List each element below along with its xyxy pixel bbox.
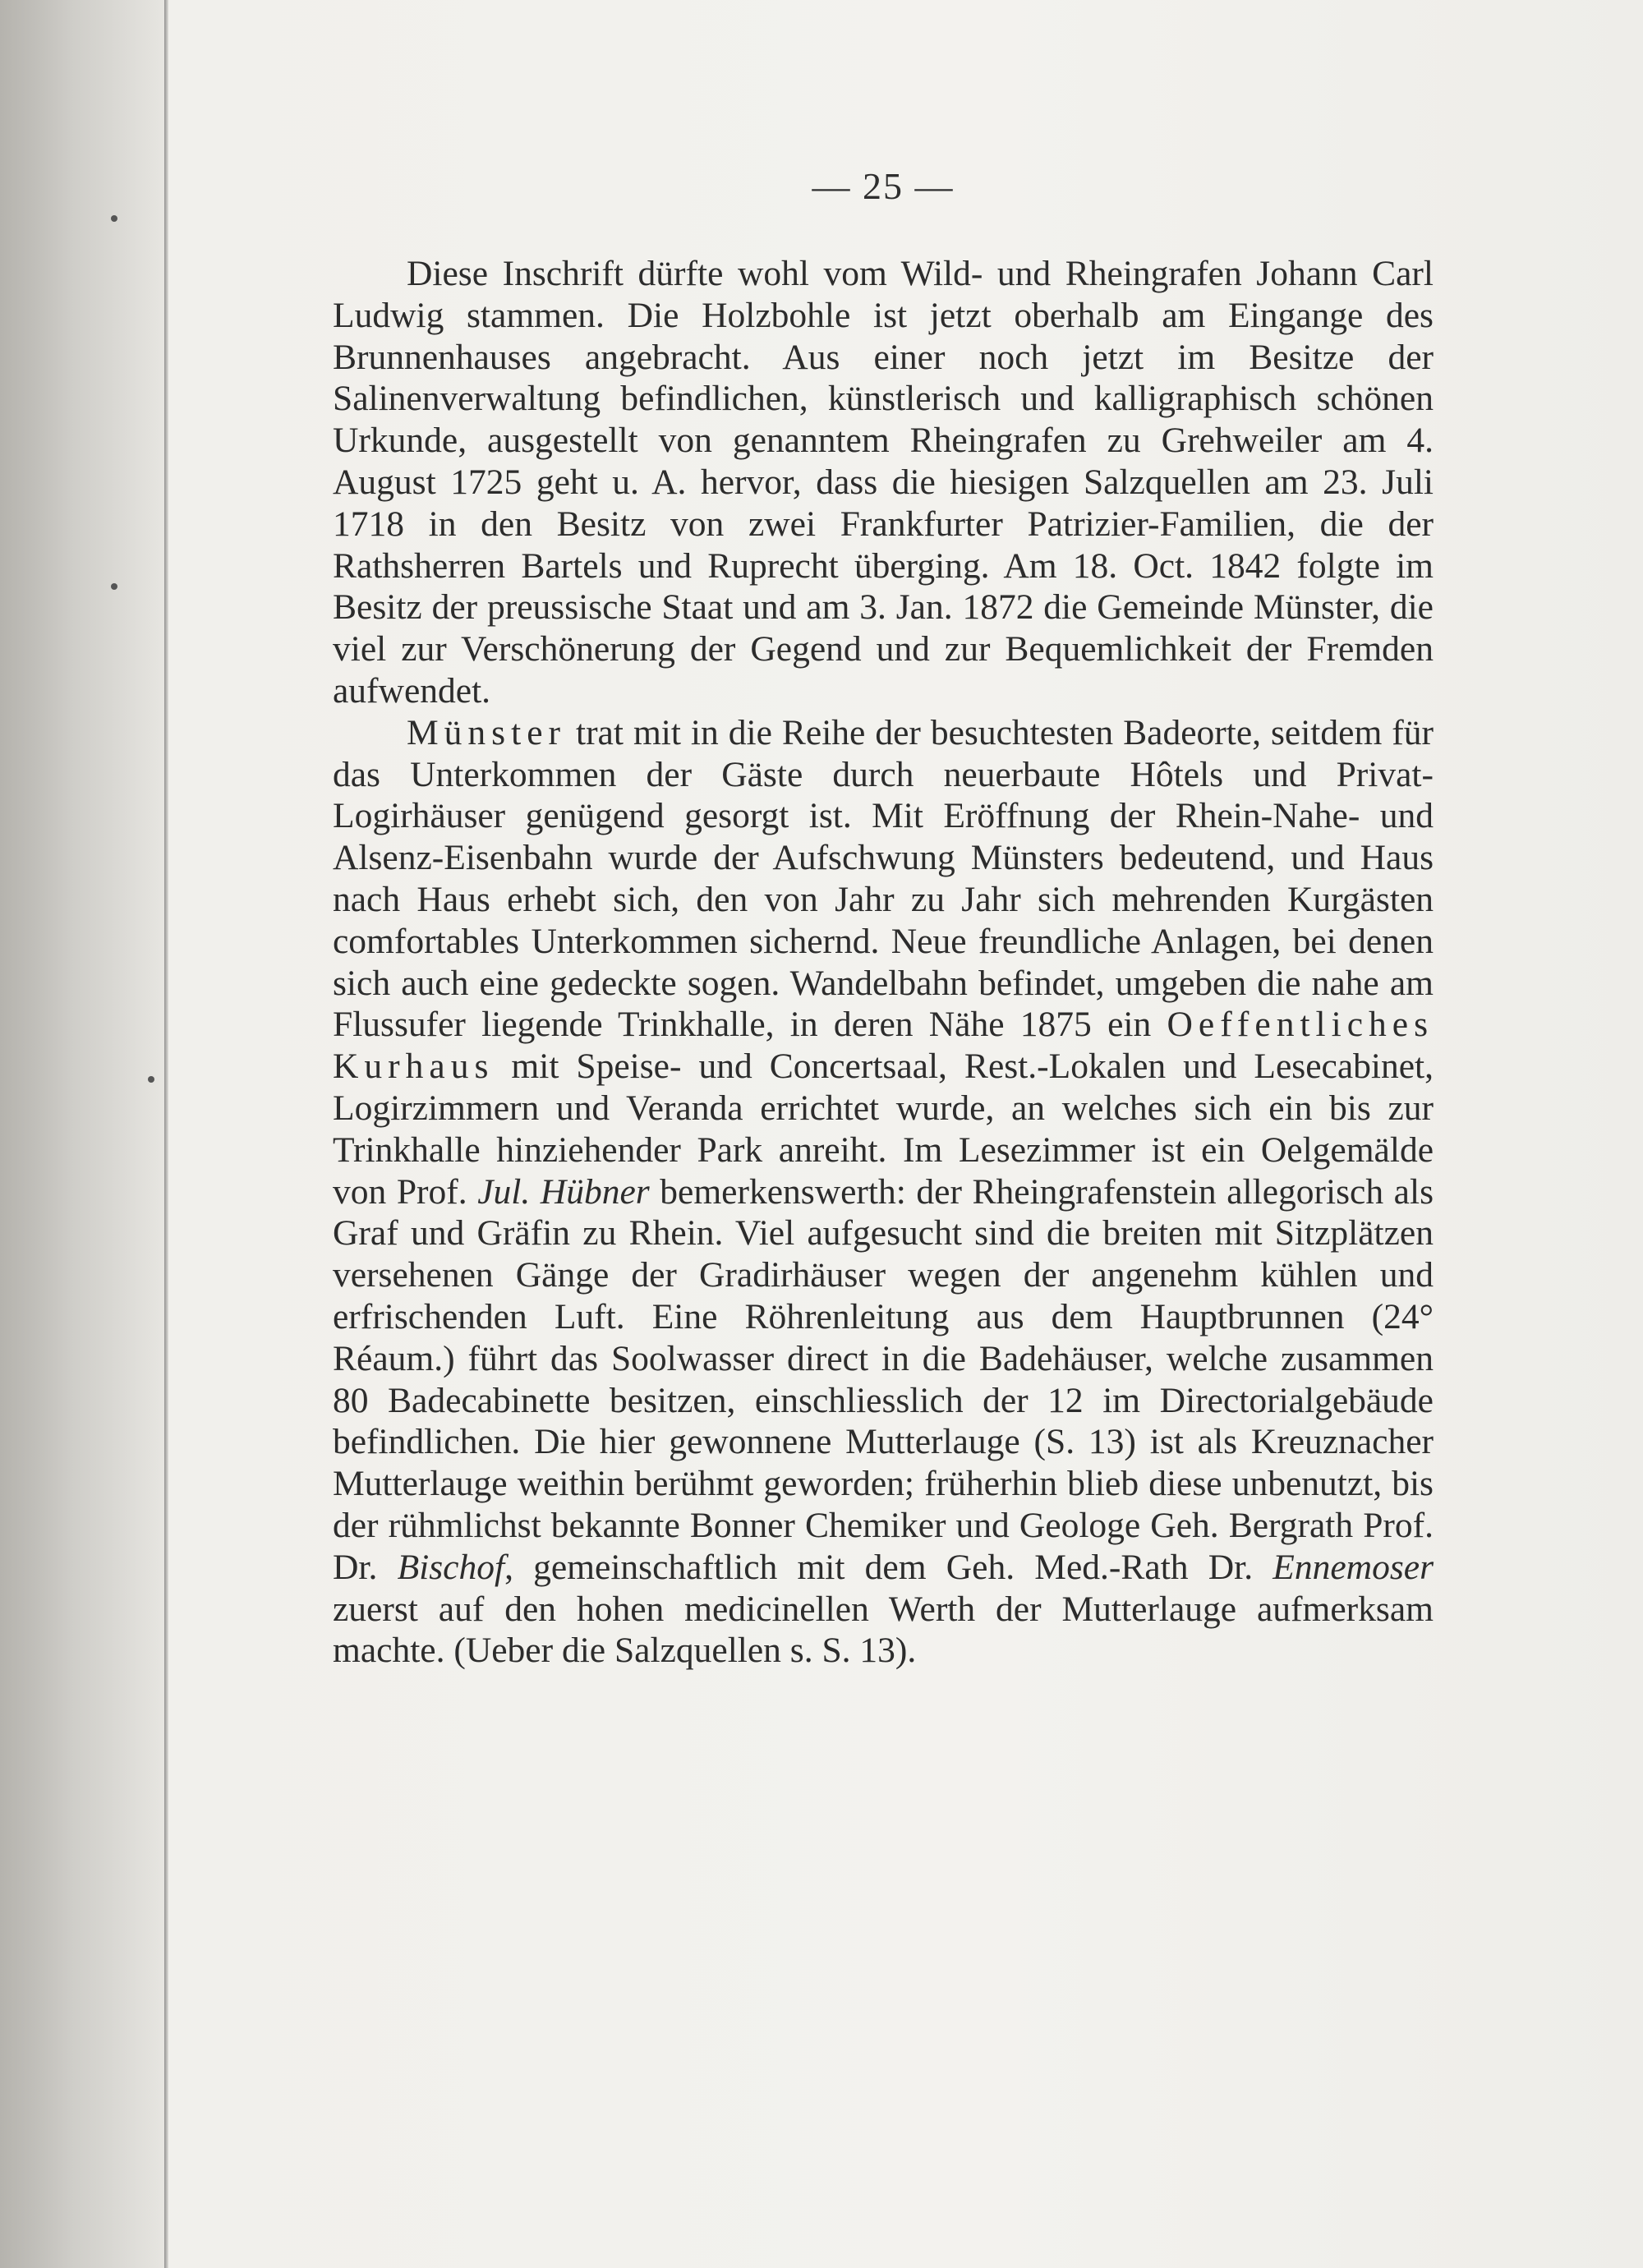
paragraph-2-text-c: bemerkenswerth: der Rheingrafenstein allegorisch als Graf und Gräfin zu Rhein. Viel aufgesucht sind die breiten mit Sitzplätzen versehenen Gänge der Gradirhäuser wegen der angenehm kühlen und erfrischenden Luft. Eine Röhrenleitung aus dem Hauptbrunnen (24° Réaum.) führt das Soolwasser direct in die Badehäuser, welche zusammen 80 Badecabinette besitzen, einschliesslich der 12 im Directorialgebäude befindlichen. Die hier gewonnene Mutterlauge (S. 13) ist als Kreuznacher Mutterlauge weithin berühmt geworden; früherhin blieb diese unbenutzt, bis der rühmlichst bekannte Bonner Chemiker und Geologe Geh. Bergrath Prof. Dr.	[333, 1171, 1434, 1587]
italic-name-bischof: Bischof	[397, 1547, 505, 1587]
paragraph-2	[333, 712, 1434, 1672]
ink-speck	[111, 583, 117, 590]
paragraph-2-text-a: trat mit in die Reihe der besuchtesten Badeorte, seitdem für das Unterkommen der Gäste durch neuerbaute Hôtels und Privat-Logirhäuser genügend gesorgt ist. Mit Eröffnung der Rhein-Nahe- und Alsenz-Eisenbahn wurde der Aufschwung Münsters bedeutend, und Haus nach Haus erhebt sich, den von Jahr zu Jahr sich mehrenden Kurgästen comfortables Unterkommen sichernd. Neue freundliche Anlagen, bei denen sich auch eine gedeckte sogen. Wandelbahn befindet, umgeben die nahe am Flussufer liegende Trinkhalle, in deren Nähe 1875 ein	[333, 712, 1434, 1045]
ink-speck	[148, 1076, 154, 1083]
italic-name-huebner: Jul. Hübner	[477, 1171, 650, 1212]
spaced-word-muenster: Münster	[407, 712, 566, 752]
page-body	[333, 164, 1434, 1672]
paragraph-2-text-e: zuerst auf den hohen medicinellen Werth der Mutterlauge aufmerksam machte. (Ueber die Salzquellen s. S. 13).	[333, 1589, 1434, 1671]
page-number: — 25 —	[812, 165, 955, 207]
spaced-word-kurhaus: Oeffentliches Kurhaus	[333, 1005, 1434, 1087]
italic-name-ennemoser: Ennemoser	[1273, 1547, 1434, 1587]
binding-edge	[164, 0, 168, 2268]
paragraph-1	[333, 253, 1434, 712]
paragraph-2-text-d: , gemeinschaftlich mit dem Geh. Med.-Rath Dr.	[504, 1547, 1273, 1587]
ink-speck	[111, 215, 117, 222]
binding-shadow	[0, 0, 164, 2268]
paragraph-2-text-b: mit Speise- und Concertsaal, Rest.-Lokalen und Lesecabinet, Logirzimmern und Veranda errichtet wurde, an welches sich ein bis zur Trinkhalle hinziehender Park anreiht. Im Lesezimmer ist ein Oelgemälde von Prof.	[333, 1047, 1434, 1212]
paragraph-1-text: Diese Inschrift dürfte wohl vom Wild- und Rheingrafen Johann Carl Ludwig stammen. Die Holzbohle ist jetzt oberhalb am Eingange des Brunnenhauses angebracht. Aus einer noch jetzt im Besitze der Salinenverwaltung befindlichen, künstlerisch und kalligraphisch schönen Urkunde, ausgestellt von genanntem Rheingrafen zu Grehweiler am 4. August 1725 geht u. A. hervor, dass die hiesigen Salzquellen am 23. Juli 1718 in den Besitz von zwei Frankfurter Patrizier-Familien, die der Rathsherren Bartels und Ruprecht überging. Am 18. Oct. 1842 folgte im Besitz der preussische Staat und am 3. Jan. 1872 die Gemeinde Münster, die viel zur Verschönerung der Gegend und zur Bequemlichkeit der Fremden aufwendet.	[333, 254, 1434, 711]
